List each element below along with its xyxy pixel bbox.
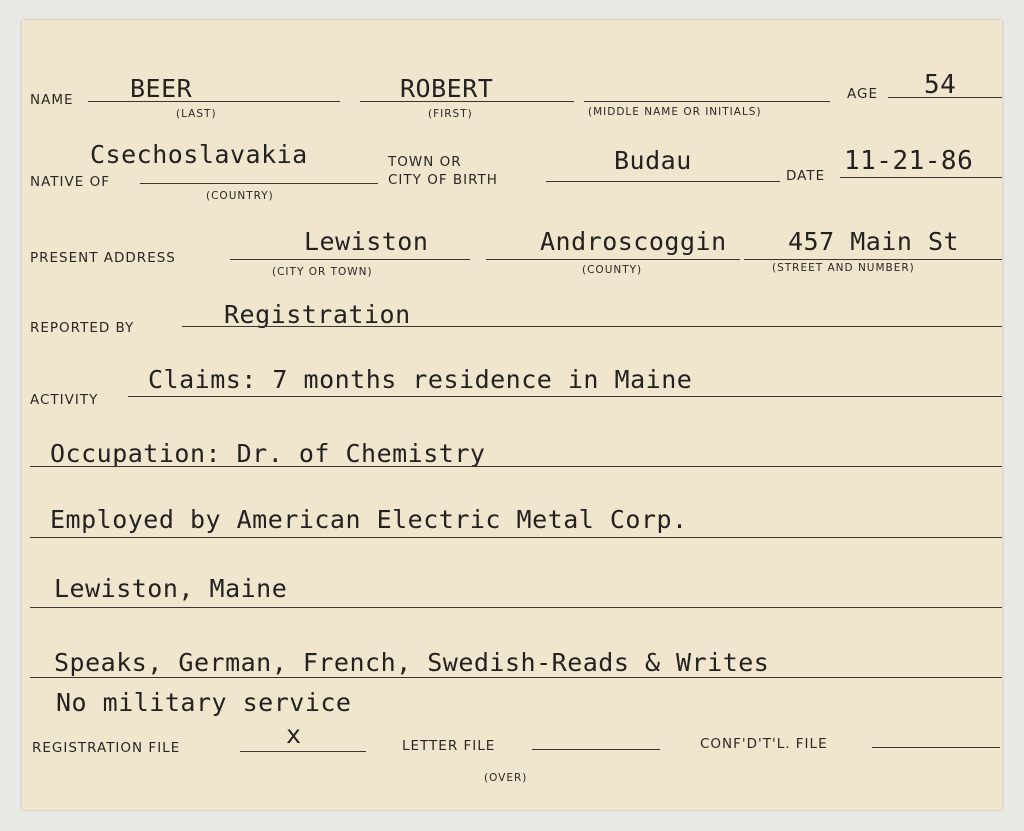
country-line xyxy=(140,183,378,184)
native-of-label: NATIVE OF xyxy=(30,174,110,190)
city-value: Lewiston xyxy=(304,227,429,256)
date-value: 11-21-86 xyxy=(844,146,974,176)
activity-line-occupation: Occupation: Dr. of Chemistry xyxy=(50,439,486,468)
rule-line xyxy=(30,677,1002,678)
first-label: (FIRST) xyxy=(428,108,473,120)
rule-line xyxy=(30,607,1002,608)
city-of-birth-line xyxy=(546,181,780,182)
city-or-town-label: (CITY OR TOWN) xyxy=(272,266,373,278)
street-label: (STREET AND NUMBER) xyxy=(772,262,915,274)
age-label: AGE xyxy=(847,86,878,102)
confidential-file-line xyxy=(872,747,1000,748)
last-name-value: BEER xyxy=(130,74,193,103)
city-line xyxy=(230,259,470,260)
activity-label: ACTIVITY xyxy=(30,392,99,408)
middle-label: (MIDDLE NAME OR INITIALS) xyxy=(588,106,762,118)
age-line xyxy=(888,97,1002,98)
county-label: (COUNTY) xyxy=(582,264,643,276)
street-value: 457 Main St xyxy=(788,227,960,256)
registration-file-value: x xyxy=(286,720,302,749)
confidential-file-label: CONF'D'T'L. FILE xyxy=(700,736,828,752)
letter-file-label: LETTER FILE xyxy=(402,738,496,754)
county-value: Androscoggin xyxy=(540,227,727,256)
street-line xyxy=(744,259,1002,260)
county-line xyxy=(486,259,740,260)
country-value: Csechoslavakia xyxy=(90,140,308,169)
reported-by-value: Registration xyxy=(224,300,411,329)
activity-line-military: No military service xyxy=(56,688,352,717)
activity-line xyxy=(128,396,1002,397)
activity-value: Claims: 7 months residence in Maine xyxy=(148,365,693,394)
age-value: 54 xyxy=(924,70,957,100)
last-name-line xyxy=(88,101,340,102)
date-line xyxy=(840,177,1002,178)
first-name-value: ROBERT xyxy=(400,74,494,103)
rule-line xyxy=(30,466,1002,467)
letter-file-line xyxy=(532,749,660,750)
activity-line-location: Lewiston, Maine xyxy=(54,574,288,603)
country-label: (COUNTRY) xyxy=(206,190,274,202)
over-label: (OVER) xyxy=(484,772,528,784)
last-label: (LAST) xyxy=(176,108,217,120)
index-card xyxy=(22,20,1002,810)
city-of-birth-label: CITY OF BIRTH xyxy=(388,172,498,188)
present-address-label: PRESENT ADDRESS xyxy=(30,250,176,266)
reported-by-label: REPORTED BY xyxy=(30,320,135,336)
town-or-label: TOWN OR xyxy=(388,154,462,170)
city-of-birth-value: Budau xyxy=(614,146,692,175)
rule-line xyxy=(30,537,1002,538)
activity-line-employer: Employed by American Electric Metal Corp. xyxy=(50,505,688,534)
middle-name-line xyxy=(584,101,830,102)
date-label: DATE xyxy=(786,168,826,184)
activity-line-languages: Speaks, German, French, Swedish-Reads & Writes xyxy=(54,648,770,677)
registration-file-label: REGISTRATION FILE xyxy=(32,740,181,756)
name-label: NAME xyxy=(30,92,74,108)
registration-file-line xyxy=(240,751,366,752)
reported-by-line xyxy=(182,326,1002,327)
first-name-line xyxy=(360,101,574,102)
